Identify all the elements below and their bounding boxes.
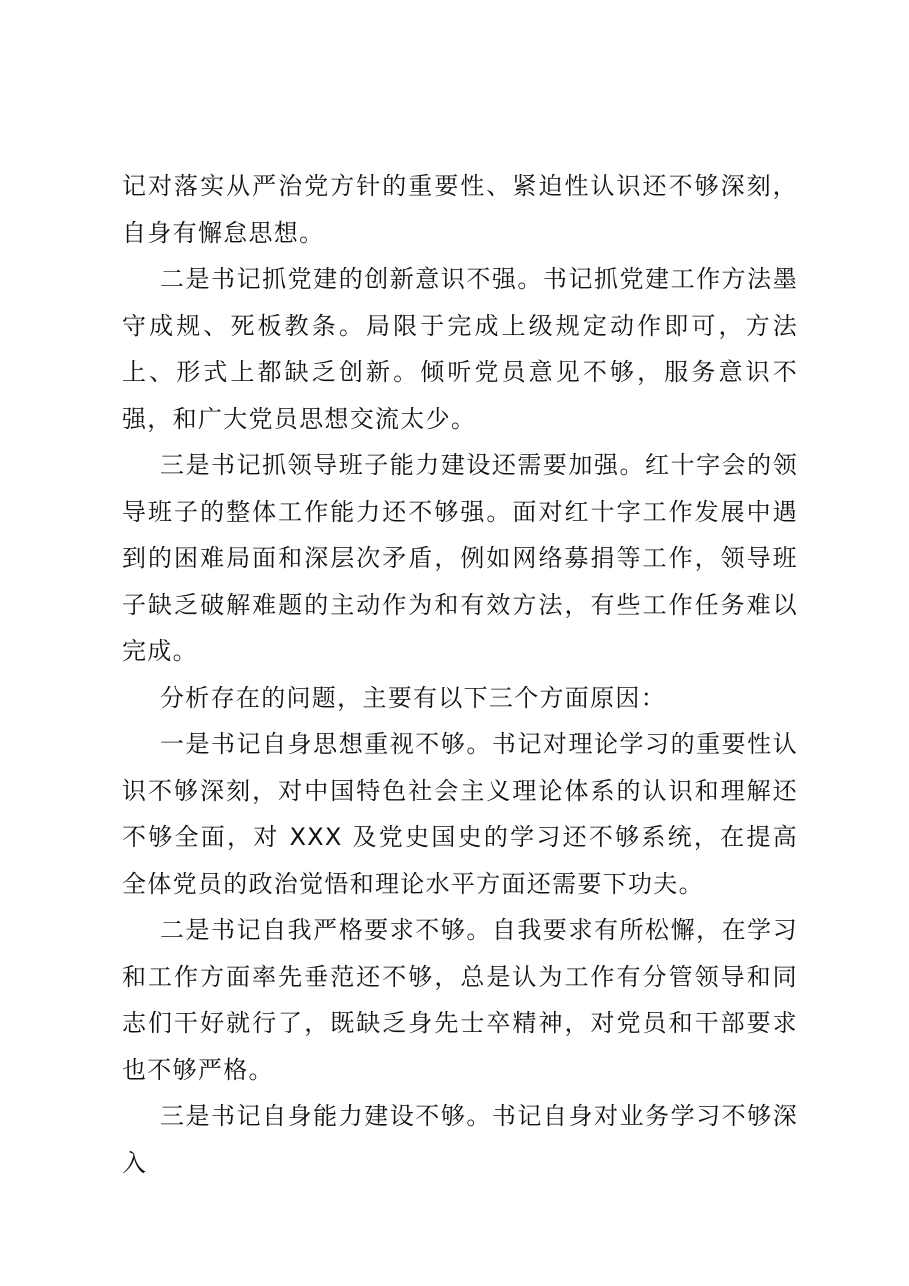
paragraph-2: 二是书记抓党建的创新意识不强。书记抓党建工作方法墨守成规、死板教条。局限于完成上级规定动作即可，方法上、形式上都缺乏创新。倾听党员意见不够，服务意识不强，和广大党员思想交流太少。	[122, 265, 798, 433]
paragraph-1: 记对落实从严治党方针的重要性、紧迫性认识还不够深刻，自身有懈怠思想。	[122, 172, 798, 247]
paragraph-7: 三是书记自身能力建设不够。书记自身对业务学习不够深入	[122, 1102, 798, 1177]
document-body	[122, 163, 798, 1186]
paragraph-6: 二是书记自我严格要求不够。自我要求有所松懈，在学习和工作方面率先垂范还不够，总是认为工作有分管领导和同志们干好就行了，既缺乏身先士卒精神，对党员和干部要求也不够严格。	[122, 916, 798, 1084]
paragraph-5: 一是书记自身思想重视不够。书记对理论学习的重要性认识不够深刻，对中国特色社会主义理论体系的认识和理解还不够全面，对 XXX 及党史国史的学习还不够系统，在提高全体党员的政治觉悟和理论水平方面还需要下功夫。	[122, 730, 798, 898]
paragraph-4: 分析存在的问题，主要有以下三个方面原因：	[160, 683, 666, 712]
paragraph-3: 三是书记抓领导班子能力建设还需要加强。红十字会的领导班子的整体工作能力还不够强。面对红十字工作发展中遇到的困难局面和深层次矛盾，例如网络募捐等工作，领导班子缺乏破解难题的主动作为和有效方法，有些工作任务难以完成。	[122, 451, 798, 665]
